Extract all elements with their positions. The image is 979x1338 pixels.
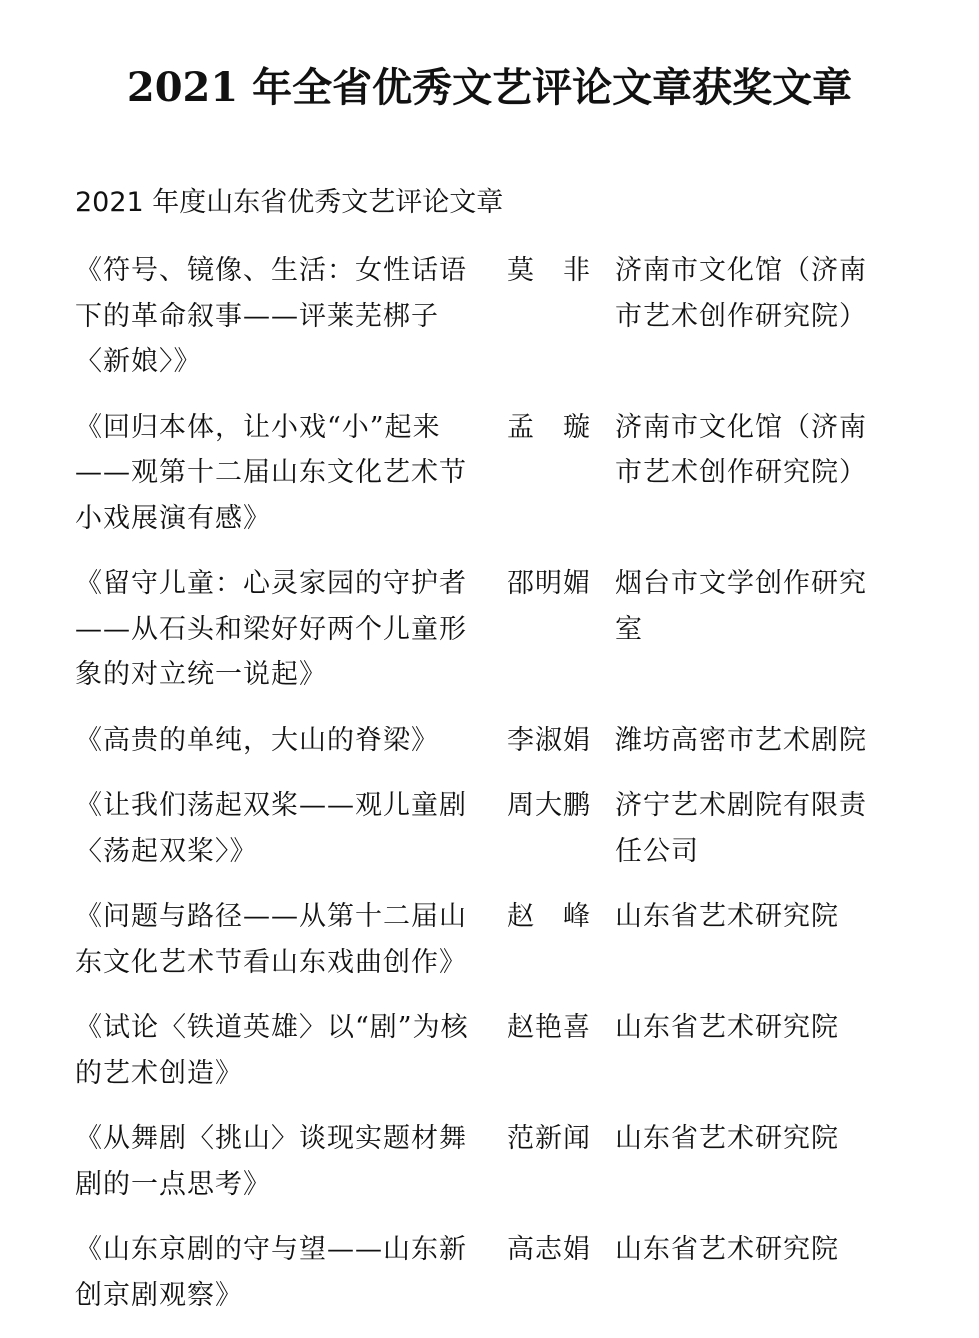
document-title: 2021 年全省优秀文艺评论文章获奖文章 <box>126 64 853 111</box>
article-title: 《高贵的单纯，大山的脊梁》 <box>75 724 439 756</box>
author-name: 孟 璇 <box>507 411 591 443</box>
author-unit: 山东省艺术研究院 <box>615 1234 839 1265</box>
author-unit: 济南市文化馆（济南市艺术创作研究院） <box>615 411 867 488</box>
award-entry <box>75 248 895 385</box>
author-name: 李淑娟 <box>507 724 591 756</box>
award-entry <box>75 1227 895 1318</box>
article-title: 《符号、镜像、生活：女性话语下的革命叙事——评莱芜梆子〈新娘〉》 <box>75 255 467 377</box>
author-name: 莫 非 <box>507 255 591 286</box>
award-list <box>75 248 895 1338</box>
article-title: 《从舞剧〈挑山〉谈现实题材舞剧的一点思考》 <box>75 1123 467 1200</box>
award-entry <box>75 1005 895 1096</box>
award-entry <box>75 561 895 698</box>
section-heading: 2021 年度山东省优秀文艺评论文章 <box>75 187 504 218</box>
author-unit: 潍坊高密市艺术剧院 <box>615 724 867 756</box>
award-entry <box>75 405 895 542</box>
article-title: 《问题与路径——从第十二届山东文化艺术节看山东戏曲创作》 <box>75 901 467 978</box>
article-title: 《山东京剧的守与望——山东新创京剧观察》 <box>75 1234 467 1311</box>
author-unit: 山东省艺术研究院 <box>615 901 839 932</box>
article-title: 《让我们荡起双桨——观儿童剧〈荡起双桨〉》 <box>75 790 467 867</box>
award-entry <box>75 894 895 985</box>
author-name: 范新闻 <box>507 1123 591 1154</box>
author-unit: 济宁艺术剧院有限责任公司 <box>615 790 867 867</box>
author-unit: 山东省艺术研究院 <box>615 1123 839 1154</box>
award-entry <box>75 718 895 764</box>
author-unit: 济南市文化馆（济南市艺术创作研究院） <box>615 255 867 332</box>
author-name: 赵艳喜 <box>507 1012 591 1043</box>
author-name: 邵明媚 <box>507 568 591 599</box>
award-entry <box>75 783 895 874</box>
author-name: 赵 峰 <box>507 901 591 932</box>
article-title: 《试论〈铁道英雄〉以“剧”为核的艺术创造》 <box>75 1012 469 1089</box>
award-entry <box>75 1116 895 1207</box>
author-unit: 山东省艺术研究院 <box>615 1012 839 1043</box>
article-title: 《留守儿童：心灵家园的守护者——从石头和梁好好两个儿童形象的对立统一说起》 <box>75 568 467 690</box>
author-name: 高志娟 <box>507 1234 591 1265</box>
author-unit: 烟台市文学创作研究室 <box>615 568 867 645</box>
author-name: 周大鹏 <box>507 790 591 821</box>
article-title: 《回归本体，让小戏“小”起来——观第十二届山东文化艺术节小戏展演有感》 <box>75 411 467 534</box>
